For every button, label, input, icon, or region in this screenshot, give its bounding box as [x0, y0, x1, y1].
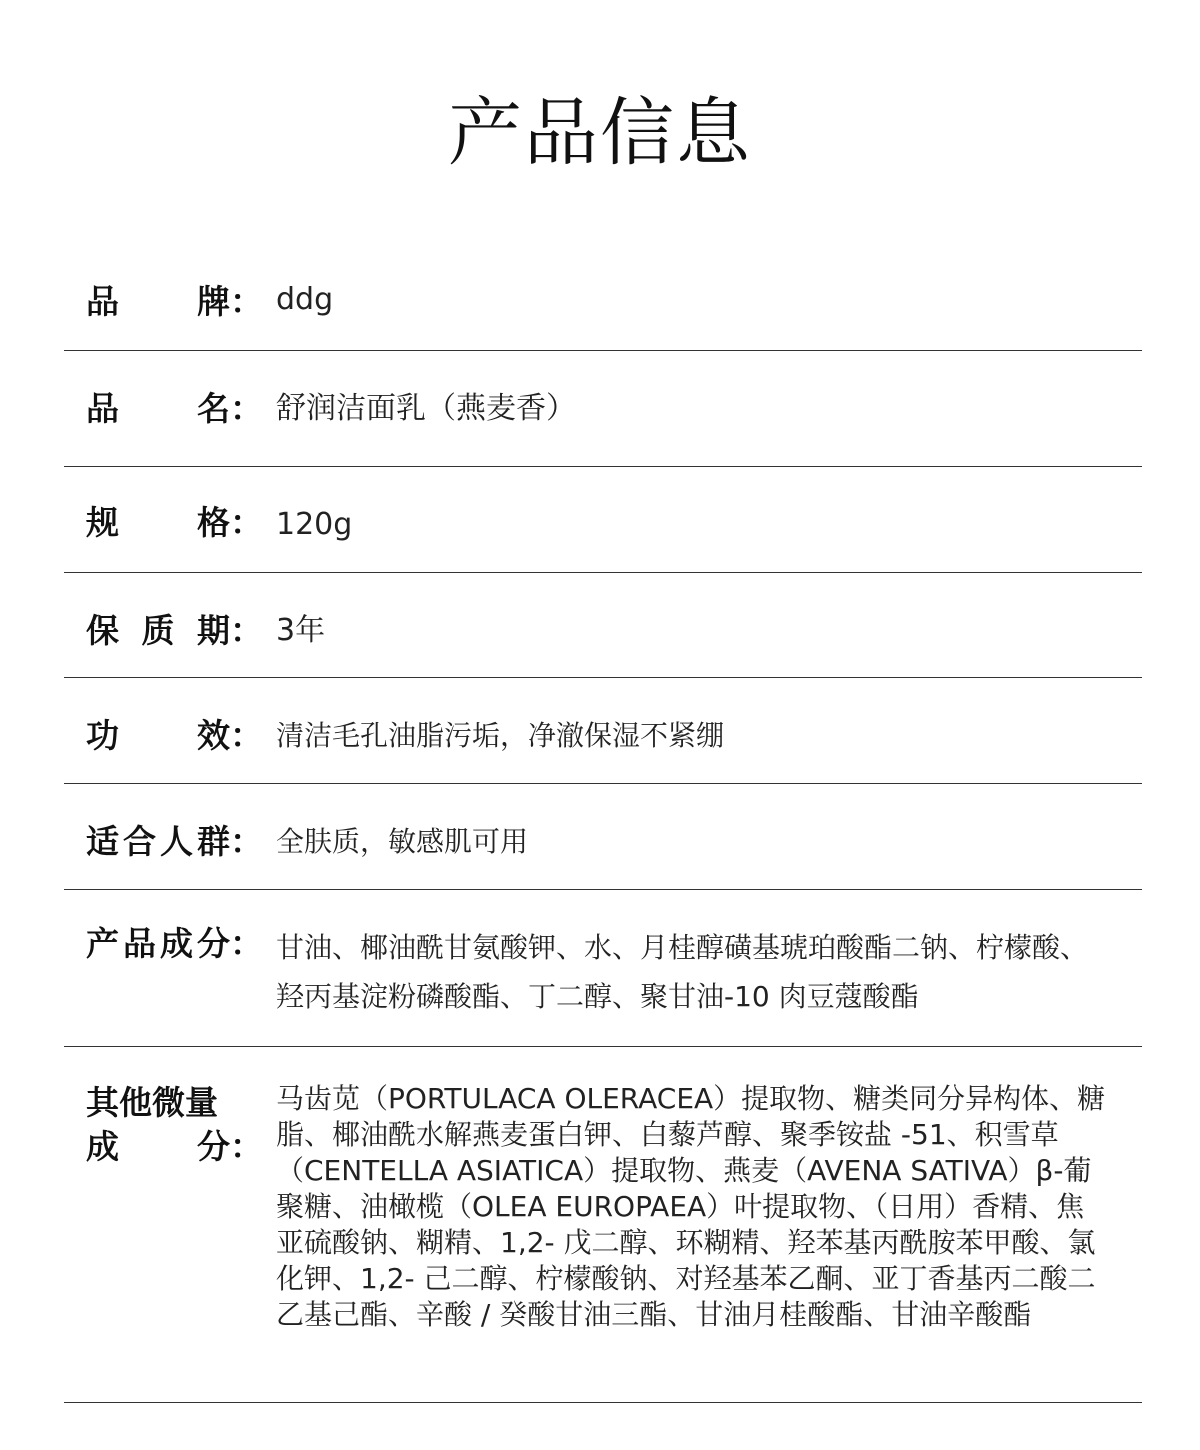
row-colon: ：: [230, 389, 263, 428]
row-value: ddg: [276, 282, 334, 317]
row-value: 舒润洁面乳（燕麦香）: [276, 391, 576, 426]
row-label: 功 效: [86, 716, 230, 755]
row-label: 产 品 成 分: [86, 924, 230, 963]
row-colon: ：: [230, 611, 263, 650]
row-label: 规 格: [86, 503, 230, 542]
info-row-efficacy: [64, 678, 1142, 784]
row-label: 其他微量 成 分: [86, 1083, 230, 1166]
info-row-trace-ingredients: [64, 1047, 1142, 1403]
info-row-product-name: [64, 351, 1142, 467]
row-label: 适 合 人 群: [86, 822, 230, 861]
row-value: 马齿苋（PORTULACA OLERACEA）提取物、糖类同分异构体、糖脂、椰油酰水解燕麦蛋白钾、白藜芦醇、聚季铵盐 -51、积雪草（CENTELLA ASIATICA）提取物、燕麦（AVENA SATIVA）β-葡聚糖、油橄榄（OLEA EUROPAEA）叶提取物、（日用）香精、焦亚硫酸钠、糊精、1,2- 戊二醇、环糊精、羟苯基丙酰胺苯甲酸、氯化钾、1,2- 己二醇、柠檬酸钠、对羟基苯乙酮、亚丁香基丙二酸二乙基己酯、辛酸 / 癸酸甘油三酯、甘油月桂酸酯、甘油辛酸酯: [276, 1082, 1106, 1331]
info-row-shelf-life: [64, 573, 1142, 678]
row-label: 品 牌: [86, 282, 230, 321]
page-title: 产品信息: [448, 90, 752, 176]
info-row-ingredients: [64, 890, 1142, 1047]
row-colon: ：: [230, 1127, 263, 1166]
row-colon: ：: [230, 716, 263, 755]
info-row-suitable-for: [64, 784, 1142, 890]
row-colon: ：: [230, 822, 263, 861]
info-row-brand: [64, 248, 1142, 351]
row-value: 甘油、椰油酰甘氨酸钾、水、月桂醇磺基琥珀酸酯二钠、柠檬酸、羟丙基淀粉磷酸酯、丁二醇、聚甘油-10 肉豆蔻酸酯: [276, 931, 1089, 1013]
row-colon: ：: [230, 924, 263, 963]
row-value: 清洁毛孔油脂污垢，净澈保湿不紧绷: [276, 719, 725, 752]
info-row-spec: [64, 467, 1142, 573]
row-label: 保 质 期: [86, 611, 230, 650]
row-colon: ：: [230, 503, 263, 542]
row-value: 120g: [276, 507, 353, 542]
row-label: 品 名: [86, 389, 230, 428]
row-value: 3年: [276, 613, 326, 648]
row-value: 全肤质，敏感肌可用: [276, 825, 529, 858]
row-colon: ：: [230, 282, 263, 321]
